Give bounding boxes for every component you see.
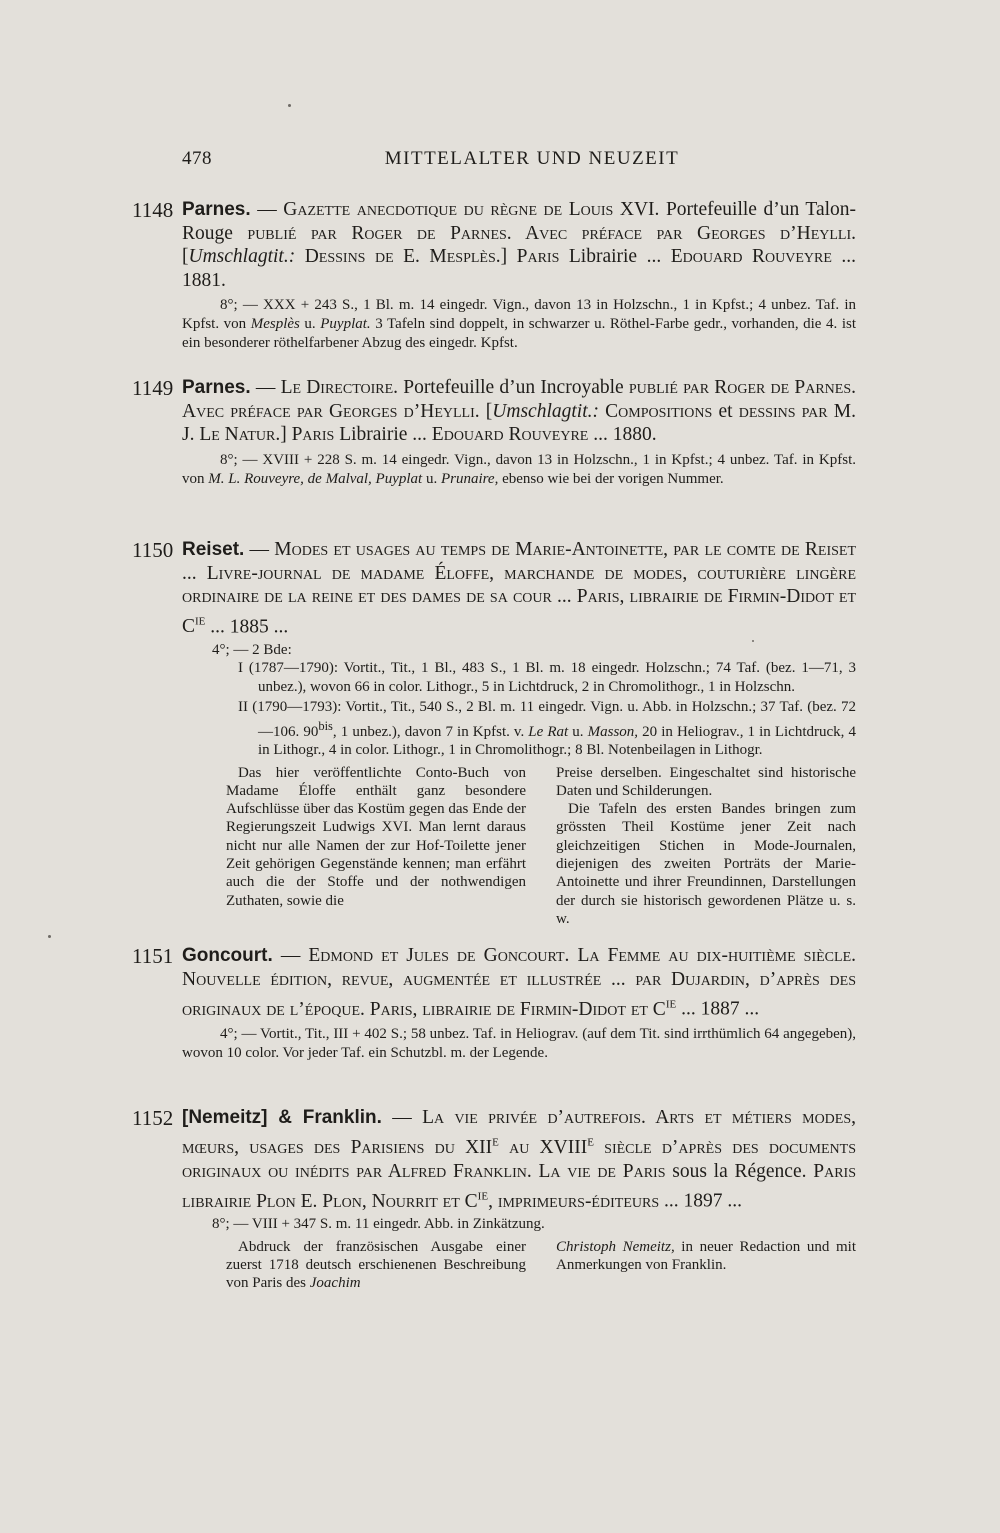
page-header (182, 148, 882, 176)
entry-title (182, 376, 856, 447)
entry-author: Reiset. (182, 539, 245, 560)
entry-format: 8°; — VIII + 347 S. m. 11 eingedr. Abb. in Zinkätzung. (212, 1216, 545, 1232)
note-column-right: Christoph Nemeitz, in neuer Redaction und mit Anmerkungen von Franklin. (556, 1238, 857, 1273)
volume-list (238, 659, 856, 760)
entry-title (182, 198, 856, 292)
entry-1149 (132, 376, 856, 489)
entry-number: 1149 (132, 376, 174, 400)
entry-title-text: — Modes et usages au temps de Marie-Antoinette, par le comte de Reiset ... Livre-journal de madame Éloffe, marchande de modes, couturière lingère ordinaire de la reine et des dames de sa cour ... Paris, librairie de Firmin-Didot et $C^{ie}$ ... 1885 ... (182, 539, 857, 637)
note-column-left: Abdruck der französischen Ausgabe einer zuerst 1718 deutsch erschienenen Beschreibung von Paris des Joachim (226, 1238, 526, 1292)
entry-1151 (132, 944, 856, 1063)
entry-collation: 8°; — XXX + 243 S., 1 Bl. m. 14 eingedr. Vign., davon 13 in Holzschn., 1 in Kpfst.; 4 unbez. Taf. in Kpfst. von Mesplès u. Puyplat. 3 Tafeln sind doppelt, in schwarzer u. Röthel-Farbe gedr., vorhanden, die 4. ist ein besonderer röthelfarbener Abzug des eingedr. Kpfst. (182, 297, 857, 351)
entry-number: 1148 (132, 198, 174, 222)
entry-author: Parnes. (182, 199, 251, 220)
entry-1152 (132, 1106, 856, 1292)
running-title: MITTELALTER UND NEUZEIT (384, 148, 680, 169)
entry-title-text: — Edmond et Jules de Goncourt. La Femme au dix-huitième siècle. Nouvelle édition, revue, augmentée et illustrée ... par Dujardin, d’après des originaux de l’époque. Paris, librairie de Firmin-Didot et $C^{ie}$ ... 1887 ... (182, 945, 856, 1020)
entry-title (182, 538, 856, 639)
volume-item: I (1787—1790): Vortit., Tit., 1 Bl., 483 S., 1 Bl. m. 18 eingedr. Holzschn.; 74 Taf. (bez. 1—71, 3 unbez.), wovon 66 in color. Lithogr., 5 in Lichtdruck, 2 in Chromolithogr., 1 in Holzschn. (238, 660, 856, 695)
entry-title-text: — Le Directoire. Portefeuille d’un Incroyable publié par Roger de Parnes. Avec préface par Georges d’Heylli. [Umschlagtit.: Compositions et dessins par M. J. Le Natur.] Paris Librairie ... Edouard Rouveyre ... 1880. (182, 377, 857, 445)
entry-author: Parnes. (182, 377, 251, 398)
entry-number: 1152 (132, 1106, 174, 1130)
entry-1148 (132, 198, 856, 353)
entry-title-text: — La vie privée d’autrefois. Arts et métiers modes, mœurs, usages des Parisiens du XIIe au XVIIIe siècle d’après des documents originaux ou inédits par Alfred Franklin. La vie de Paris sous la Régence. Paris librairie Plon E. Plon, Nourrit et $C^{ie}$, imprimeurs-éditeurs ... 1897 ... (182, 1107, 856, 1212)
entry-title-text: — Gazette anecdotique du règne de Louis XVI. Portefeuille d’un Talon-Rouge publié par Roger de Parnes. Avec préface par Georges d’Heylli. [Umschlagtit.: Dessins de E. Mesplès.] Paris Librairie ... Edouard Rouveyre ... 1881. (182, 199, 857, 291)
entry-number: 1151 (132, 944, 174, 968)
note-column-right: Preise derselben. Eingeschaltet sind historische Daten und Schilderungen. Die Tafeln des ersten Bandes bringen zum grössten Theil Kostüme jener Zeit nach gleichzeitigen Stichen in Mode-Journalen, diejenigen des zweiten Porträts der Marie-Antoinette und ihrer Freundinnen, Darstellungen der durch sie historisch gewordenen Plätze u. s. w. (556, 764, 856, 927)
paper-speck (752, 640, 754, 642)
entry-format: 4°; — 2 Bde: (212, 641, 292, 658)
volume-item: II (1790—1793): Vortit., Tit., 540 S., 2 Bl. m. 11 eingedr. Vign. u. Abb. in Holzschn.; 37 Taf. (bez. 72—106. $90^{bis}$, 1 unbez.), davon 7 in Kpfst. v. Le Rat u. Masson, 20 in Heliograv., 1 in Lichtdruck, 4 in Lithogr., 4 in color. Lithogr., 1 in Chromolithogr.; 8 Bl. Notenbeilagen in Lithogr. (238, 699, 856, 758)
paper-speck (288, 104, 291, 107)
page-number: 478 (182, 148, 212, 169)
entry-collation: 8°; — XVIII + 228 S. m. 14 eingedr. Vign., davon 13 in Holzschn., 1 in Kpfst.; 4 unbez. Taf. in Kpfst. von M. L. Rouveyre, de Malval, Puyplat u. Prunaire, ebenso wie bei der vorigen Nummer. (182, 451, 856, 487)
paper-speck (48, 935, 51, 938)
note-column-left: Das hier veröffentlichte Conto-Buch von Madame Éloffe enthält ganz besondere Aufschlüsse über das Kostüm gegen das Ende der Regierungszeit Ludwigs XVI. Man lernt daraus nicht nur alle Namen der zur Hof-Toilette jener Zeit gehörigen Gegenstände kennen; man erfährt auch die der Stoffe und der nothwendigen Zuthaten, sowie die (226, 764, 526, 909)
entry-author: Goncourt. (182, 945, 273, 966)
entry-1150 (132, 538, 856, 928)
entry-collation: 4°; — Vortit., Tit., III + 402 S.; 58 unbez. Taf. in Heliograv. (auf dem Tit. sind irrthümlich 64 angegeben), wovon 10 color. Vor jeder Taf. ein Schutzbl. m. der Legende. (182, 1026, 856, 1061)
entry-author: [Nemeitz] & Franklin. (182, 1107, 382, 1128)
entry-note (226, 1238, 856, 1293)
entry-title (182, 1106, 856, 1213)
entry-number: 1150 (132, 538, 174, 562)
entry-title (182, 944, 856, 1021)
entry-note (226, 764, 856, 929)
